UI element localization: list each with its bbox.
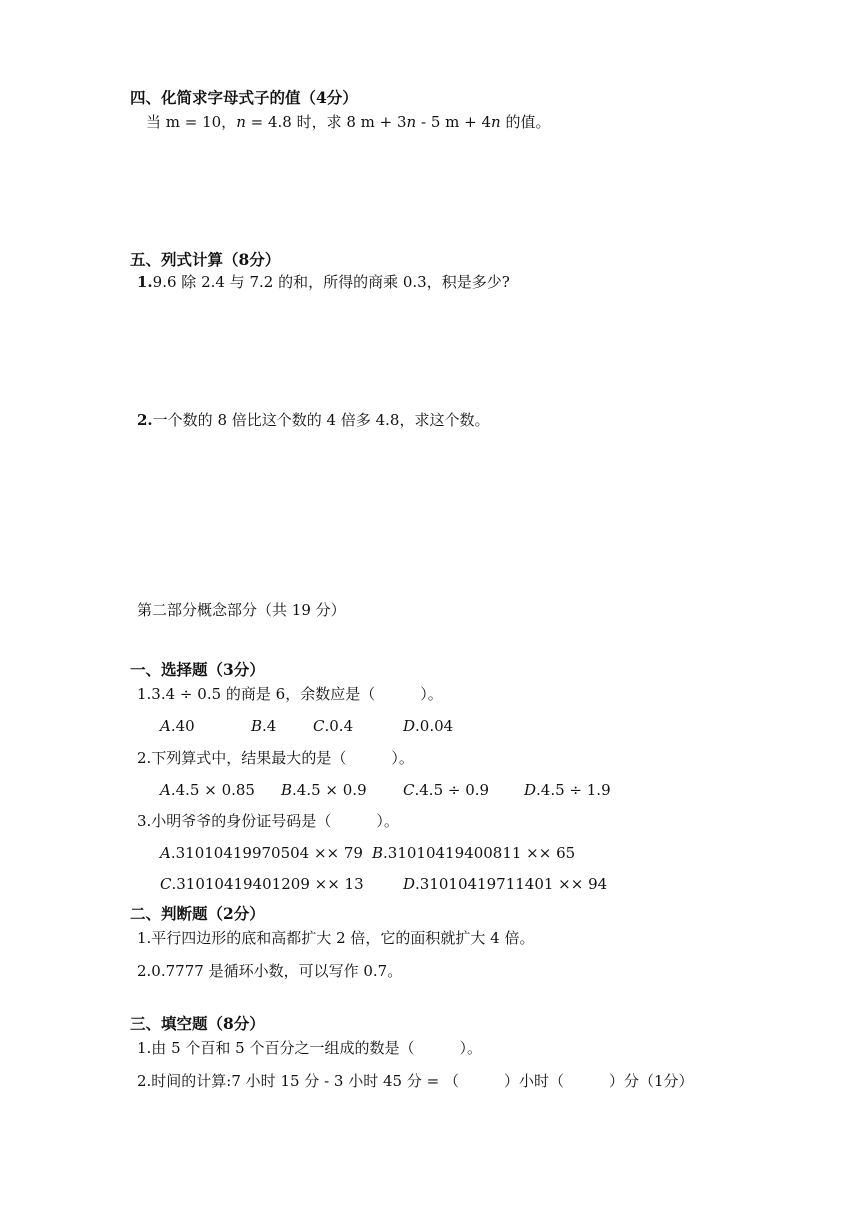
choice-question-2: 2.下列算式中，结果最大的是（ ）。 [137, 749, 414, 767]
question-text: 9.6 除 2.4 与 7.2 的和，所得的商乘 0.3，积是多少? [152, 273, 510, 291]
var-n: n [406, 113, 417, 131]
option-c: C.4.5 ÷ 0.9 [403, 781, 490, 799]
q-text-a: 当 m = 10， [146, 113, 237, 131]
question-text: 一个数的 8 倍比这个数的 4 倍多 4.8，求这个数。 [152, 411, 490, 429]
q-text-d: 的值。 [500, 113, 551, 131]
section-4-question [146, 112, 550, 132]
section-5-question-2 [137, 410, 489, 430]
fill-question-1: 1.由 5 个百和 5 个百分之一组成的数是（ ）。 [137, 1039, 482, 1057]
fill-section-title: 三、填空题（8分） [130, 1014, 265, 1033]
option-b: B.4 [251, 717, 277, 735]
var-n: n [491, 113, 501, 131]
section-5-question-1 [137, 272, 510, 292]
question-number: 1. [137, 273, 153, 291]
choice-section-title: 一、选择题（3分） [130, 660, 265, 679]
fill-question-2: 2.时间的计算:7 小时 15 分 - 3 小时 45 分 = （ ）小时（ ）分（1分） [137, 1072, 694, 1090]
option-a: A.4.5 × 0.85 [160, 781, 255, 799]
option-d: D.4.5 ÷ 1.9 [524, 781, 611, 799]
judge-question-1: 1.平行四边形的底和高都扩大 2 倍，它的面积就扩大 4 倍。 [137, 929, 535, 947]
judge-question-2: 2.0.7777 是循环小数，可以写作 0.7。 [137, 962, 403, 980]
option-c: C.0.4 [313, 717, 354, 735]
option-a: A.31010419970504 ×× 79 [160, 844, 363, 862]
q-text-c: - 5 m + 4 [416, 113, 492, 131]
option-d: D.31010419711401 ×× 94 [403, 875, 608, 893]
var-n: n [236, 113, 246, 131]
question-number: 2. [137, 411, 153, 429]
choice-question-3: 3.小明爷爷的身份证号码是（ ）。 [137, 812, 399, 830]
option-c: C.31010419401209 ×× 13 [160, 875, 364, 893]
option-d: D.0.04 [403, 717, 454, 735]
judge-section-title: 二、判断题（2分） [130, 904, 265, 923]
section-4-title: 四、化简求字母式子的值（4分） [130, 88, 358, 107]
option-b: B.31010419400811 ×× 65 [372, 844, 576, 862]
option-a: A.40 [160, 717, 195, 735]
part-2-title: 第二部分概念部分（共 19 分） [137, 601, 346, 619]
section-5-title: 五、列式计算（8分） [130, 250, 281, 269]
option-b: B.4.5 × 0.9 [281, 781, 367, 799]
choice-question-1: 1.3.4 ÷ 0.5 的商是 6，余数应是（ ）。 [137, 685, 443, 703]
q-text-b: = 4.8 时，求 8 m + 3 [245, 113, 407, 131]
